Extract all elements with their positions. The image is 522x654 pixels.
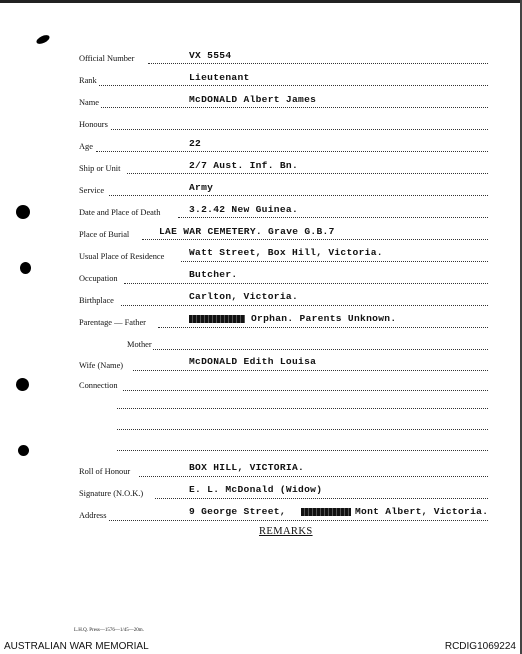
footer-record-id: RCDIG1069224 (444, 641, 516, 652)
field-value-signature-nok: E. L. McDonald (Widow) (189, 484, 323, 495)
field-label-connection: Connection (79, 381, 118, 390)
dotted-line (109, 520, 488, 521)
dotted-line (101, 107, 488, 108)
field-label-parentage-father: Parentage — Father (79, 318, 146, 327)
field-value-wife-name: McDONALD Edith Louisa (189, 356, 317, 367)
field-value-rank: Lieutenant (189, 72, 250, 83)
scan-edge-top (0, 0, 522, 3)
dotted-line (148, 63, 488, 64)
field-value-address-part2: Mont Albert, Victoria. (355, 506, 489, 517)
dotted-line (117, 450, 488, 451)
field-value-ship-or-unit: 2/7 Aust. Inf. Bn. (189, 160, 299, 171)
field-label-residence: Usual Place of Residence (79, 252, 165, 261)
field-label-mother: Mother (127, 340, 152, 349)
field-label-birthplace: Birthplace (79, 296, 114, 305)
dotted-line (121, 305, 488, 306)
dotted-line (117, 429, 488, 430)
dotted-line (109, 195, 488, 196)
field-value-birthplace: Carlton, Victoria. (189, 291, 299, 302)
field-label-service: Service (79, 186, 105, 195)
field-value-roll-of-honour: BOX HILL, VICTORIA. (189, 462, 305, 473)
dotted-line (127, 173, 488, 174)
footer-institution: AUSTRALIAN WAR MEMORIAL (4, 641, 149, 652)
field-label-roll-of-honour: Roll of Honour (79, 467, 131, 476)
dotted-line (111, 129, 488, 130)
dotted-line (158, 327, 488, 328)
field-label-name: Name (79, 98, 99, 107)
field-label-occupation: Occupation (79, 274, 118, 283)
punch-hole (16, 205, 30, 219)
dotted-line (133, 370, 488, 371)
field-label-official-number: Official Number (79, 54, 135, 63)
field-label-signature-nok: Signature (N.O.K.) (79, 489, 144, 498)
field-value-date-place-death: 3.2.42 New Guinea. (189, 204, 299, 215)
punch-hole (20, 262, 31, 274)
field-value-address-part1: 9 George Street, (189, 506, 286, 517)
remarks-heading: REMARKS (259, 526, 313, 537)
field-label-ship-or-unit: Ship or Unit (79, 164, 121, 173)
field-value-name: McDONALD Albert James (189, 94, 317, 105)
field-value-residence: Watt Street, Box Hill, Victoria. (189, 247, 383, 258)
field-label-place-of-burial: Place of Burial (79, 230, 130, 239)
field-value-place-of-burial: LAE WAR CEMETERY. Grave G.B.7 (159, 226, 335, 237)
redaction-mark (189, 315, 245, 323)
field-label-age: Age (79, 142, 93, 151)
dotted-line (117, 408, 488, 409)
dotted-line (181, 261, 488, 262)
field-value-age: 22 (189, 138, 202, 149)
field-label-rank: Rank (79, 76, 97, 85)
field-value-parentage-father: Orphan. Parents Unknown. (251, 313, 397, 324)
field-value-official-number: VX 5554 (189, 50, 232, 61)
dotted-line (142, 239, 488, 240)
field-label-honours: Honours (79, 120, 108, 129)
punch-hole-mark (35, 33, 51, 45)
punch-hole (16, 378, 29, 391)
dotted-line (96, 151, 488, 152)
field-value-service: Army (189, 182, 214, 193)
dotted-line (99, 85, 488, 86)
redaction-mark (301, 508, 351, 516)
dotted-line (178, 217, 488, 218)
dotted-line (153, 349, 488, 350)
dotted-line (155, 498, 488, 499)
field-label-date-place-death: Date and Place of Death (79, 208, 161, 217)
punch-hole (18, 445, 29, 456)
dotted-line (124, 283, 488, 284)
dotted-line (123, 390, 488, 391)
dotted-line (139, 476, 488, 477)
field-label-address: Address (79, 511, 107, 520)
printer-note: L.H.Q. Press—1576—1/45—20m. (74, 628, 144, 633)
field-label-wife-name: Wife (Name) (79, 361, 124, 370)
field-value-occupation: Butcher. (189, 269, 238, 280)
